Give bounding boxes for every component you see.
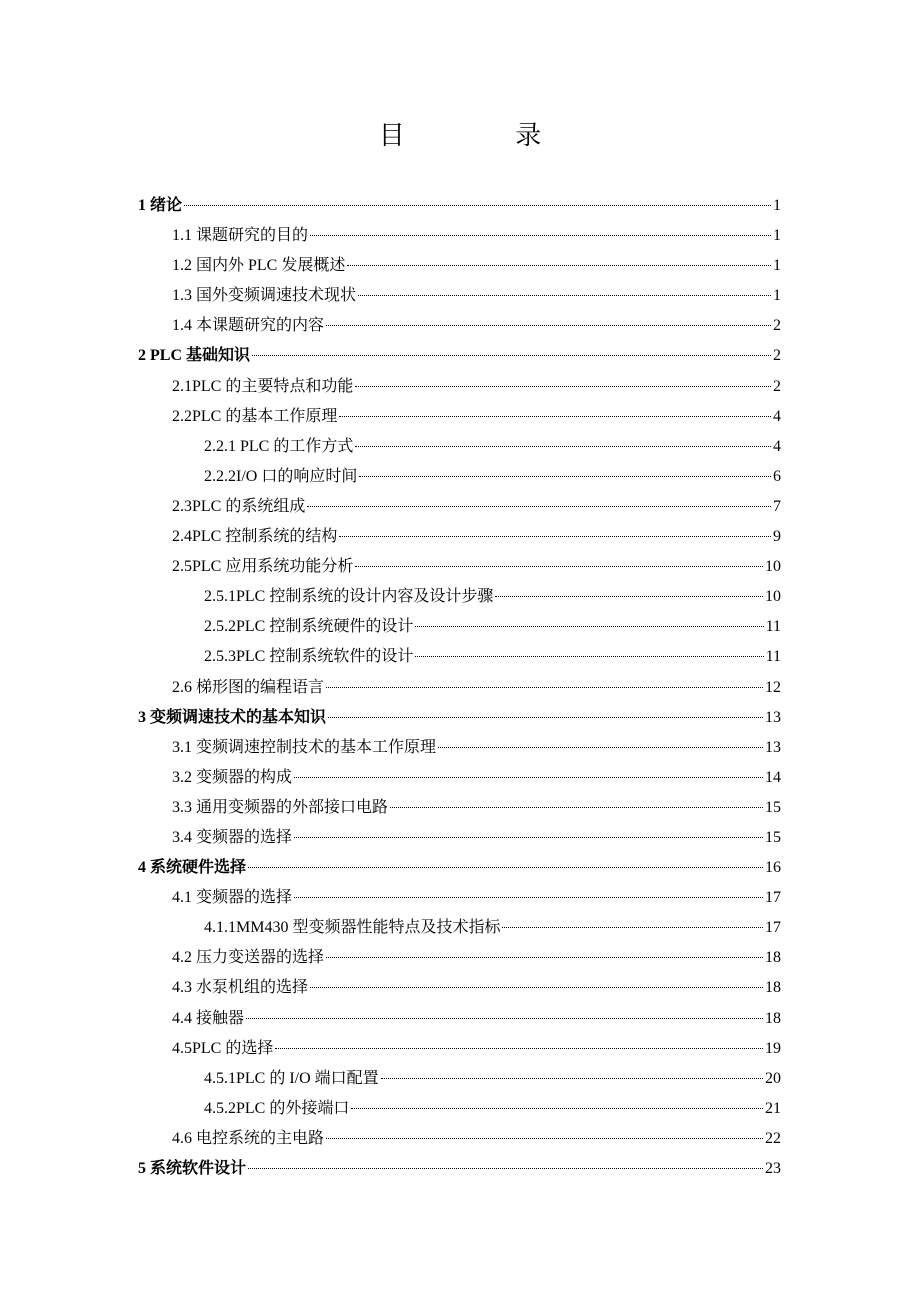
toc-entry-page-number: 17	[765, 889, 781, 907]
dot-leader	[184, 205, 771, 206]
dot-leader	[502, 927, 763, 928]
dot-leader	[339, 536, 771, 537]
toc-entry[interactable]	[138, 1004, 781, 1034]
toc-entry[interactable]	[138, 703, 781, 733]
toc-entry-page-number: 1	[773, 287, 781, 305]
toc-entry-label: 4.1.1MM430 型变频器性能特点及技术指标	[204, 919, 501, 937]
toc-entry-page-number: 17	[765, 919, 781, 937]
toc-entry[interactable]	[138, 823, 781, 853]
toc-entry[interactable]	[138, 642, 781, 672]
toc-entry-page-number: 15	[765, 798, 781, 816]
dot-leader	[495, 596, 763, 597]
toc-entry-page-number: 12	[765, 678, 781, 696]
toc-entry-page-number: 20	[765, 1069, 781, 1087]
toc-entry-label: 2.3PLC 的系统组成	[172, 497, 306, 515]
dot-leader	[438, 747, 763, 748]
toc-entry-page-number: 13	[765, 738, 781, 756]
toc-entry-label: 1.3 国外变频调速技术现状	[172, 287, 357, 305]
toc-entry[interactable]	[138, 612, 781, 642]
toc-entry-label: 2.6 梯形图的编程语言	[172, 678, 325, 696]
dot-leader	[252, 355, 771, 356]
toc-entry[interactable]	[138, 372, 781, 402]
toc-entry-page-number: 23	[765, 1160, 781, 1177]
toc-entry[interactable]	[138, 1034, 781, 1064]
toc-entry[interactable]	[138, 492, 781, 522]
toc-entry-label: 4.5.2PLC 的外接端口	[204, 1099, 350, 1117]
toc-entry-label: 4.5.1PLC 的 I/O 端口配置	[204, 1069, 379, 1087]
toc-entry[interactable]	[138, 462, 781, 492]
toc-entry-page-number: 13	[765, 708, 781, 726]
toc-entry-page-number: 11	[765, 618, 781, 636]
toc-entry[interactable]	[138, 251, 781, 281]
toc-entry[interactable]	[138, 582, 781, 612]
dot-leader	[248, 867, 763, 868]
toc-entry-label: 4.5PLC 的选择	[172, 1039, 274, 1057]
toc-entry[interactable]	[138, 763, 781, 793]
toc-entry-label: 2.5.1PLC 控制系统的设计内容及设计步骤	[204, 588, 494, 606]
toc-entry-page-number: 2	[773, 377, 781, 395]
toc-entry-page-number: 6	[773, 467, 781, 485]
toc-entry-page-number: 21	[765, 1099, 781, 1117]
page-title: 目 录	[378, 121, 594, 150]
dot-leader	[415, 626, 763, 627]
toc-entry-page-number: 4	[773, 437, 781, 455]
toc-entry-label: 2.5.3PLC 控制系统软件的设计	[204, 648, 414, 666]
toc-entry-page-number: 1	[773, 227, 781, 245]
toc-entry-label: 4.3 水泵机组的选择	[172, 979, 309, 997]
toc-entry-label: 2.5.2PLC 控制系统硬件的设计	[204, 618, 414, 636]
toc-entry[interactable]	[138, 733, 781, 763]
dot-leader	[339, 416, 771, 417]
toc-entry[interactable]	[138, 1064, 781, 1094]
toc-entry-label: 1 绪论	[138, 197, 183, 214]
toc-entry[interactable]	[138, 973, 781, 1003]
toc-entry-label: 1.1 课题研究的目的	[172, 227, 309, 245]
toc-entry-page-number: 4	[773, 407, 781, 425]
toc-entry-page-number: 18	[765, 979, 781, 997]
toc-entry-page-number: 10	[765, 558, 781, 576]
toc-entry-label: 2.2PLC 的基本工作原理	[172, 407, 338, 425]
dot-leader	[275, 1048, 763, 1049]
toc-entry-label: 4.6 电控系统的主电路	[172, 1129, 325, 1147]
dot-leader	[351, 1108, 763, 1109]
dot-leader	[246, 1018, 763, 1019]
dot-leader	[355, 566, 763, 567]
dot-leader	[326, 325, 771, 326]
toc-entry-label: 3.4 变频器的选择	[172, 828, 293, 846]
toc-entry-label: 4.4 接触器	[172, 1009, 245, 1027]
toc-entry-label: 1.2 国内外 PLC 发展概述	[172, 257, 346, 275]
toc-entry-label: 3.3 通用变频器的外部接口电路	[172, 798, 389, 816]
toc-entry-label: 3.1 变频调速控制技术的基本工作原理	[172, 738, 437, 756]
toc-entry-page-number: 18	[765, 949, 781, 967]
toc-entry[interactable]	[138, 341, 781, 371]
toc-entry-page-number: 18	[765, 1009, 781, 1027]
dot-leader	[294, 897, 763, 898]
dot-leader	[415, 656, 763, 657]
toc-entry[interactable]	[138, 552, 781, 582]
toc-entry[interactable]	[138, 1094, 781, 1124]
toc-entry[interactable]	[138, 853, 781, 883]
toc-entry-page-number: 2	[773, 317, 781, 335]
toc-entry[interactable]	[138, 311, 781, 341]
dot-leader	[358, 295, 771, 296]
toc-entry-label: 1.4 本课题研究的内容	[172, 317, 325, 335]
toc-entry-label: 2.1PLC 的主要特点和功能	[172, 377, 354, 395]
dot-leader	[355, 386, 771, 387]
toc-entry-label: 4 系统硬件选择	[138, 859, 247, 877]
toc-entry-label: 2.5PLC 应用系统功能分析	[172, 558, 354, 576]
toc-entry[interactable]	[138, 793, 781, 823]
toc-entry[interactable]	[138, 191, 781, 221]
toc-entry-label: 3.2 变频器的构成	[172, 768, 293, 786]
toc-entry-page-number: 16	[765, 859, 781, 877]
toc-entry-page-number: 10	[765, 588, 781, 606]
toc-entry-label: 4.1 变频器的选择	[172, 889, 293, 907]
toc-entry-label: 2.2.2I/O 口的响应时间	[204, 467, 358, 485]
dot-leader	[328, 717, 763, 718]
toc-entry-page-number: 14	[765, 768, 781, 786]
toc-entry-label: 2.4PLC 控制系统的结构	[172, 528, 338, 546]
table-of-contents	[138, 191, 781, 1184]
dot-leader	[248, 1168, 763, 1169]
toc-entry-label: 2.2.1 PLC 的工作方式	[204, 437, 354, 455]
toc-entry[interactable]	[138, 943, 781, 973]
toc-entry-label: 2 PLC 基础知识	[138, 347, 251, 365]
dot-leader	[390, 807, 763, 808]
toc-entry[interactable]	[138, 883, 781, 913]
dot-leader	[294, 777, 763, 778]
toc-entry-label: 3 变频调速技术的基本知识	[138, 708, 327, 726]
toc-entry-label: 4.2 压力变送器的选择	[172, 949, 325, 967]
dot-leader	[359, 476, 771, 477]
toc-entry-page-number: 15	[765, 828, 781, 846]
dot-leader	[310, 987, 763, 988]
toc-entry-page-number: 19	[765, 1039, 781, 1057]
toc-entry[interactable]	[138, 913, 781, 943]
dot-leader	[381, 1078, 763, 1079]
toc-entry[interactable]	[138, 221, 781, 251]
toc-entry-page-number: 11	[765, 648, 781, 666]
toc-entry[interactable]	[138, 522, 781, 552]
dot-leader	[294, 837, 763, 838]
toc-entry-page-number: 2	[773, 347, 781, 365]
toc-entry[interactable]	[138, 673, 781, 703]
toc-entry[interactable]	[138, 402, 781, 432]
toc-entry-page-number: 22	[765, 1129, 781, 1147]
dot-leader	[326, 957, 763, 958]
toc-entry-page-number: 1	[773, 257, 781, 275]
toc-entry-page-number: 1	[773, 197, 781, 214]
dot-leader	[355, 446, 771, 447]
dot-leader	[347, 265, 771, 266]
dot-leader	[307, 506, 771, 507]
toc-entry-page-number: 9	[773, 528, 781, 546]
toc-entry-label: 5 系统软件设计	[138, 1160, 247, 1177]
toc-entry[interactable]	[138, 281, 781, 311]
toc-entry[interactable]	[138, 1124, 781, 1154]
toc-entry[interactable]	[138, 432, 781, 462]
toc-entry-page-number: 7	[773, 497, 781, 515]
toc-entry[interactable]	[138, 1154, 781, 1184]
dot-leader	[326, 1138, 763, 1139]
dot-leader	[310, 235, 771, 236]
dot-leader	[326, 687, 763, 688]
